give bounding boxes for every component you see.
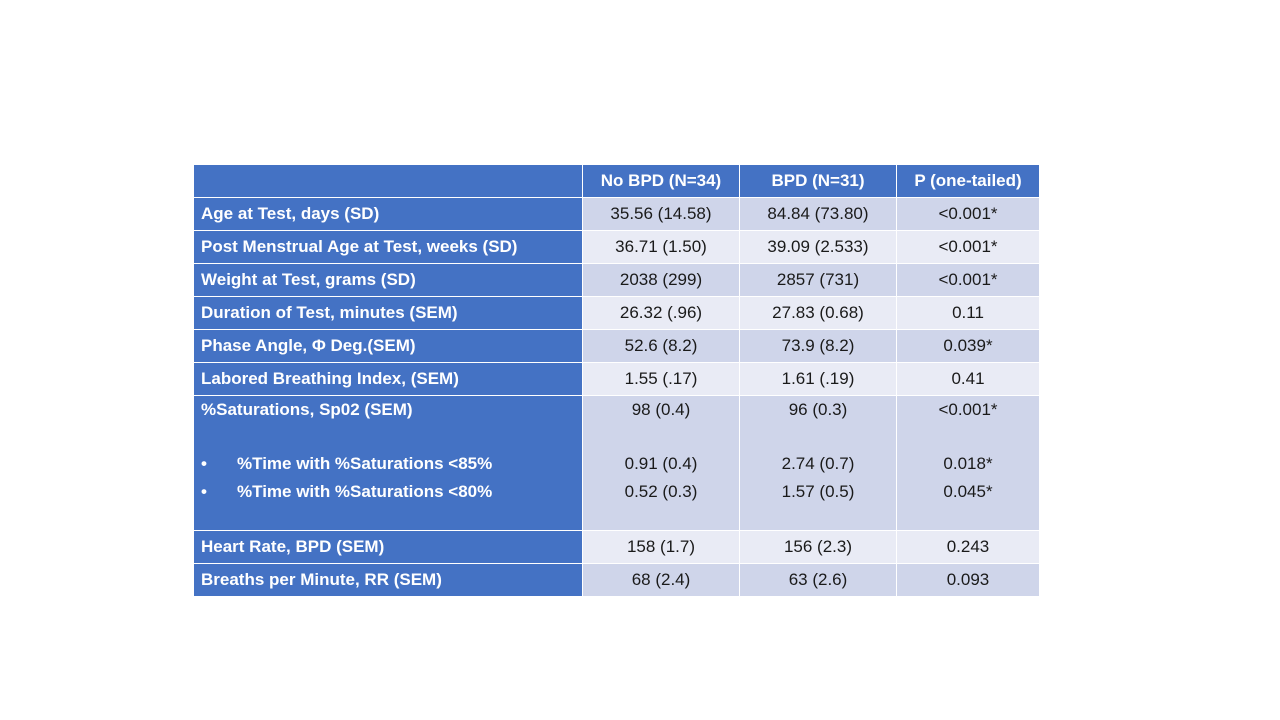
sub-no-bpd-85: 0.91 (0.4) — [624, 454, 698, 473]
cell-no-bpd: 68 (2.4) — [583, 564, 740, 597]
cell-bpd: 156 (2.3) — [740, 531, 897, 564]
row-label: Weight at Test, grams (SD) — [194, 264, 583, 297]
row-label: Labored Breathing Index, (SEM) — [194, 363, 583, 396]
sub-bpd-85: 2.74 (0.7) — [781, 454, 855, 473]
cell-p-value: 0.11 — [897, 297, 1040, 330]
cell-no-bpd: 1.55 (.17) — [583, 363, 740, 396]
saturation-p: <0.001* — [938, 400, 998, 419]
cell-p-value: 0.093 — [897, 564, 1040, 597]
sub-p-85: 0.018* — [943, 454, 993, 473]
cell-p-value: 0.039* — [897, 330, 1040, 363]
cell-bpd: 73.9 (8.2) — [740, 330, 897, 363]
cell-bpd: 2857 (731) — [740, 264, 897, 297]
row-label: Duration of Test, minutes (SEM) — [194, 297, 583, 330]
sub-label-text: %Time with %Saturations <80% — [237, 482, 493, 501]
table-row — [194, 330, 1040, 363]
cell-no-bpd — [583, 396, 740, 531]
row-label-saturation — [194, 396, 583, 531]
table-row — [194, 198, 1040, 231]
table-row — [194, 564, 1040, 597]
sub-p-80: 0.045* — [943, 482, 993, 501]
table-row — [194, 231, 1040, 264]
table-header-row — [194, 165, 1040, 198]
table-row — [194, 531, 1040, 564]
cell-bpd: 84.84 (73.80) — [740, 198, 897, 231]
row-label: Age at Test, days (SD) — [194, 198, 583, 231]
cell-p-value: 0.41 — [897, 363, 1040, 396]
cell-no-bpd: 2038 (299) — [583, 264, 740, 297]
cell-bpd — [740, 396, 897, 531]
cell-p-value: 0.243 — [897, 531, 1040, 564]
bullet-icon: • — [201, 454, 207, 473]
cell-bpd: 1.61 (.19) — [740, 363, 897, 396]
row-label: Phase Angle, Φ Deg.(SEM) — [194, 330, 583, 363]
cell-bpd: 39.09 (2.533) — [740, 231, 897, 264]
header-cell-bpd: BPD (N=31) — [740, 165, 897, 198]
cell-p-value: <0.001* — [897, 264, 1040, 297]
sub-label-text: %Time with %Saturations <85% — [237, 454, 493, 473]
row-label: Breaths per Minute, RR (SEM) — [194, 564, 583, 597]
saturation-label: %Saturations, Sp02 (SEM) — [201, 400, 413, 419]
table-row — [194, 363, 1040, 396]
results-table — [193, 164, 1040, 597]
header-cell-blank — [194, 165, 583, 198]
cell-p-value: <0.001* — [897, 198, 1040, 231]
cell-no-bpd: 26.32 (.96) — [583, 297, 740, 330]
bullet-icon: • — [201, 482, 207, 501]
saturation-no-bpd: 98 (0.4) — [631, 400, 691, 419]
sub-bpd-80: 1.57 (0.5) — [781, 482, 855, 501]
cell-p-value — [897, 396, 1040, 531]
cell-bpd: 27.83 (0.68) — [740, 297, 897, 330]
row-label: Heart Rate, BPD (SEM) — [194, 531, 583, 564]
cell-no-bpd: 158 (1.7) — [583, 531, 740, 564]
cell-p-value: <0.001* — [897, 231, 1040, 264]
table-row-saturation — [194, 396, 1040, 531]
cell-no-bpd: 52.6 (8.2) — [583, 330, 740, 363]
saturation-bpd: 96 (0.3) — [788, 400, 848, 419]
table-row — [194, 264, 1040, 297]
header-cell-no-bpd: No BPD (N=34) — [583, 165, 740, 198]
row-label: Post Menstrual Age at Test, weeks (SD) — [194, 231, 583, 264]
cell-no-bpd: 35.56 (14.58) — [583, 198, 740, 231]
header-cell-p-value: P (one-tailed) — [897, 165, 1040, 198]
sub-row-label-80 — [201, 481, 582, 503]
table-row — [194, 297, 1040, 330]
cell-no-bpd: 36.71 (1.50) — [583, 231, 740, 264]
cell-bpd: 63 (2.6) — [740, 564, 897, 597]
sub-no-bpd-80: 0.52 (0.3) — [624, 482, 698, 501]
sub-row-label-85 — [201, 453, 582, 475]
